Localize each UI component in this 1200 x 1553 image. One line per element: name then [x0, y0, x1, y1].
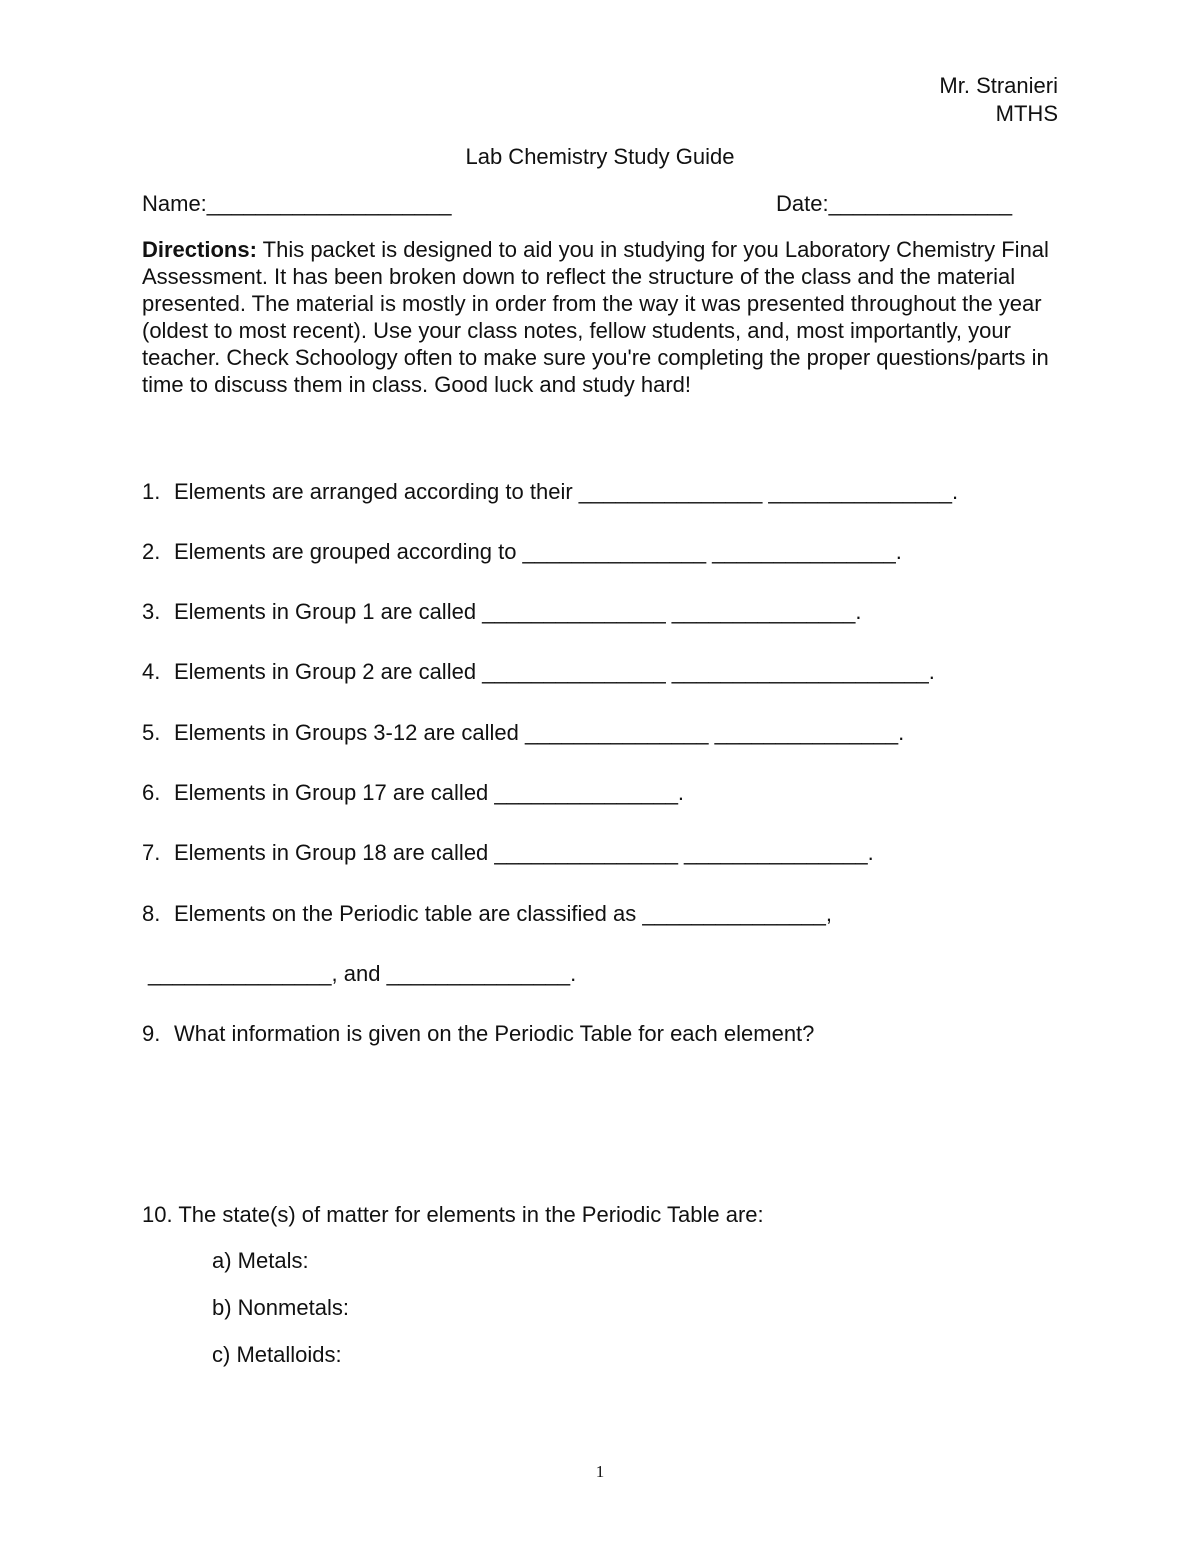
question-4 [142, 659, 935, 685]
name-field: Name:____________________ [142, 191, 452, 216]
sub-item-nonmetals: b) Nonmetals: [212, 1295, 349, 1320]
author-name: Mr. Stranieri [939, 73, 1058, 98]
question-text: _______________, and _______________. [148, 961, 577, 986]
question-text: Elements in Groups 3-12 are called _______________ _______________. [174, 720, 905, 745]
question-6 [142, 780, 684, 806]
question-text: What information is given on the Periodic Table for each element? [174, 1021, 815, 1046]
question-number: 7. [142, 840, 161, 865]
question-text: Elements in Group 18 are called _______________ _______________. [174, 840, 874, 865]
question-10 [142, 1202, 764, 1228]
question-7 [142, 840, 874, 866]
question-number: 9. [142, 1021, 161, 1046]
question-3 [142, 599, 861, 625]
question-1 [142, 479, 958, 505]
question-number: 3. [142, 599, 161, 624]
sub-item-metals: a) Metals: [212, 1248, 309, 1273]
question-number: 5. [142, 720, 161, 745]
question-8 [142, 901, 832, 927]
question-text: Elements are arranged according to their _______________ _______________. [174, 479, 959, 504]
question-number: 2. [142, 539, 161, 564]
question-text: The state(s) of matter for elements in the Periodic Table are: [178, 1202, 764, 1227]
directions-label: Directions: [142, 237, 257, 262]
question-9 [142, 1021, 814, 1047]
page-title: Lab Chemistry Study Guide [465, 144, 735, 169]
question-5 [142, 720, 904, 746]
sub-item-metalloids: c) Metalloids: [212, 1342, 342, 1367]
school-name: MTHS [995, 101, 1058, 126]
question-text: Elements on the Periodic table are classified as _______________, [174, 901, 833, 926]
page-number: 1 [595, 1462, 605, 1481]
question-number: 10. [142, 1202, 173, 1227]
question-text: Elements in Group 2 are called _______________ _____________________. [174, 659, 935, 684]
question-number: 8. [142, 901, 161, 926]
directions-text: This packet is designed to aid you in studying for you Laboratory Chemistry Final Assessment. It has been broken down to reflect the structure of the class and the material presented. The material is mostly in order from the way it was presented throughout the year (oldest to most recent). Use your class notes, fellow students, and, most importantly, your teacher. Check Schoology often to make sure you're completing the proper questions/parts in time to discuss them in class. Good luck and study hard! [142, 237, 1049, 397]
date-field: Date:_______________ [776, 191, 1013, 216]
question-number: 1. [142, 479, 161, 504]
question-8-continued [148, 961, 576, 987]
question-text: Elements in Group 1 are called _______________ _______________. [174, 599, 862, 624]
question-text: Elements are grouped according to _______________ _______________. [174, 539, 902, 564]
directions-paragraph [142, 236, 1062, 398]
question-2 [142, 539, 902, 565]
question-text: Elements in Group 17 are called _______________. [174, 780, 685, 805]
question-number: 6. [142, 780, 161, 805]
question-number: 4. [142, 659, 161, 684]
